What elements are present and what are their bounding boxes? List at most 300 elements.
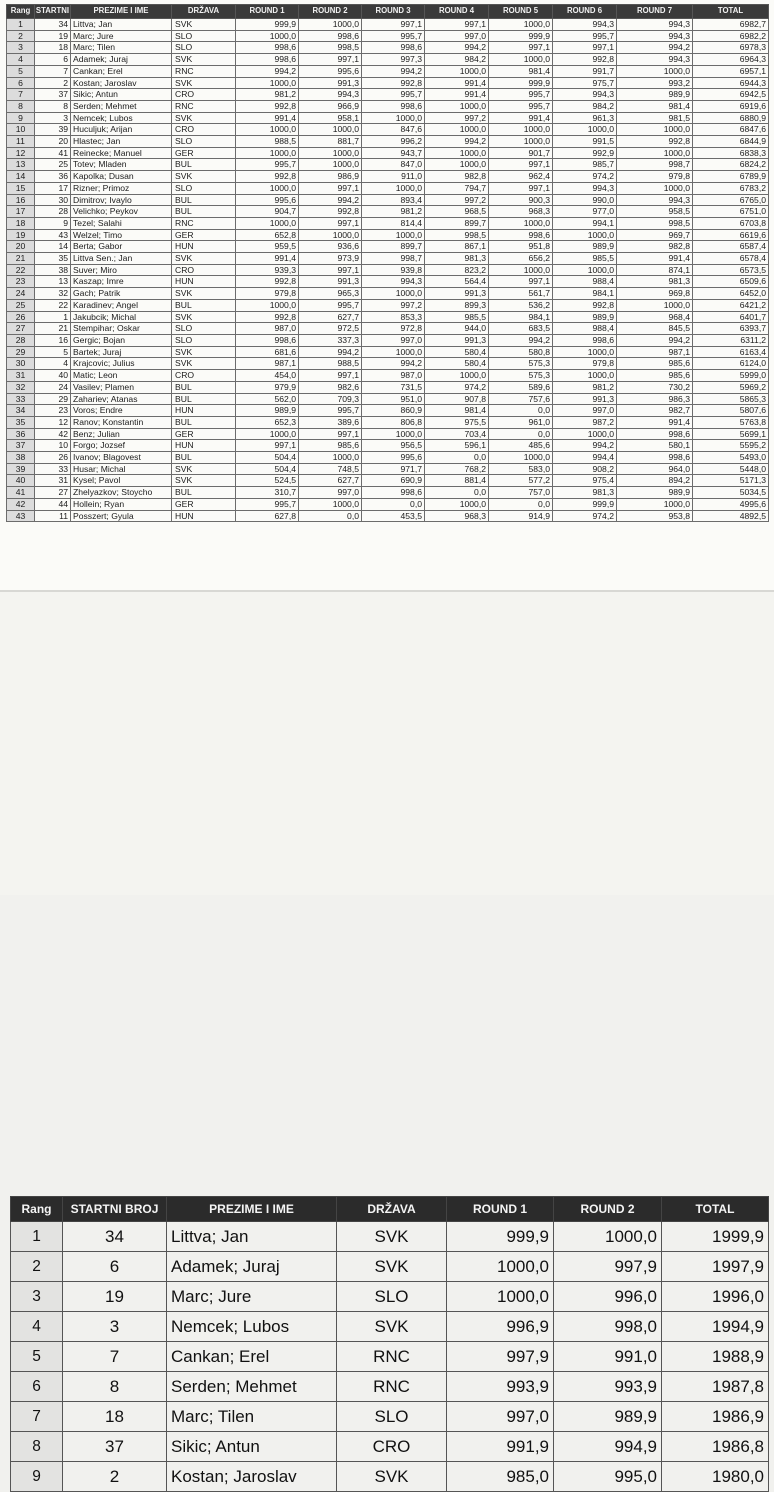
table-row [7, 89, 769, 101]
round-1-cell: 979,9 [236, 381, 299, 393]
round-4-cell: 0,0 [425, 452, 489, 464]
table-row [7, 405, 769, 417]
round-4-cell: 974,2 [425, 381, 489, 393]
round-2-cell: 1000,0 [299, 452, 362, 464]
rank-cell: 19 [7, 229, 35, 241]
round-7-cell: 968,4 [617, 311, 693, 323]
round-3-cell: 998,6 [362, 100, 425, 112]
rank-cell: 12 [7, 147, 35, 159]
round-6-cell: 995,7 [553, 30, 617, 42]
rank-cell: 28 [7, 334, 35, 346]
start-number-cell: 39 [35, 124, 71, 136]
round-6-cell: 985,7 [553, 159, 617, 171]
round-1-cell: 524,5 [236, 475, 299, 487]
round-2-cell: 1000,0 [299, 147, 362, 159]
column-header: ROUND 7 [617, 5, 693, 19]
country-cell: SLO [172, 182, 236, 194]
column-header: DRŽAVA [172, 5, 236, 19]
round-7-cell: 993,2 [617, 77, 693, 89]
start-number-cell: 13 [35, 276, 71, 288]
rank-cell: 8 [11, 1432, 63, 1462]
table-row [7, 253, 769, 265]
round-1-cell: 310,7 [236, 487, 299, 499]
round-3-cell: 814,4 [362, 217, 425, 229]
total-cell: 1996,0 [662, 1282, 769, 1312]
total-cell: 5865,3 [693, 393, 769, 405]
round-4-cell: 899,7 [425, 217, 489, 229]
round-6-cell: 994,3 [553, 89, 617, 101]
start-number-cell: 28 [35, 206, 71, 218]
round-6-cell: 988,4 [553, 323, 617, 335]
name-cell: Kostan; Jaroslav [71, 77, 172, 89]
name-cell: Berta; Gabor [71, 241, 172, 253]
round-1-cell: 996,9 [447, 1312, 554, 1342]
round-2-cell: 994,2 [299, 194, 362, 206]
total-cell: 5595,2 [693, 440, 769, 452]
table-row [11, 1282, 769, 1312]
column-header: ROUND 5 [489, 5, 553, 19]
country-cell: BUL [172, 393, 236, 405]
rank-cell: 6 [11, 1372, 63, 1402]
round-7-cell: 981,4 [617, 100, 693, 112]
country-cell: SVK [172, 346, 236, 358]
country-cell: SVK [172, 288, 236, 300]
start-number-cell: 23 [35, 405, 71, 417]
table-row [7, 194, 769, 206]
rank-cell: 33 [7, 393, 35, 405]
country-cell: CRO [172, 370, 236, 382]
round-7-cell: 992,8 [617, 136, 693, 148]
round-2-cell: 966,9 [299, 100, 362, 112]
start-number-cell: 7 [63, 1342, 167, 1372]
table-row [11, 1432, 769, 1462]
round-2-cell: 627,7 [299, 475, 362, 487]
round-5-cell: 997,1 [489, 276, 553, 288]
round-5-cell: 998,6 [489, 229, 553, 241]
rank-cell: 10 [7, 124, 35, 136]
round-6-cell: 997,0 [553, 405, 617, 417]
round-6-cell: 994,2 [553, 440, 617, 452]
country-cell: SVK [337, 1252, 447, 1282]
round-4-cell: 997,0 [425, 30, 489, 42]
table-row [7, 241, 769, 253]
country-cell: GER [172, 147, 236, 159]
rank-cell: 9 [7, 112, 35, 124]
round-6-cell: 988,4 [553, 276, 617, 288]
round-1-cell: 998,6 [236, 334, 299, 346]
table-row [7, 370, 769, 382]
name-cell: Kysel; Pavol [71, 475, 172, 487]
table-row [7, 416, 769, 428]
round-5-cell: 0,0 [489, 428, 553, 440]
table-row [7, 229, 769, 241]
table-row [7, 452, 769, 464]
name-cell: Karadinev; Angel [71, 299, 172, 311]
rank-cell: 32 [7, 381, 35, 393]
name-cell: Gach; Patrik [71, 288, 172, 300]
name-cell: Nemcek; Lubos [71, 112, 172, 124]
round-3-cell: 1000,0 [362, 229, 425, 241]
total-cell: 6789,9 [693, 171, 769, 183]
round-6-cell: 992,8 [553, 54, 617, 66]
start-number-cell: 3 [63, 1312, 167, 1342]
round-3-cell: 994,2 [362, 358, 425, 370]
round-5-cell: 995,7 [489, 100, 553, 112]
start-number-cell: 6 [35, 54, 71, 66]
total-cell: 6163,4 [693, 346, 769, 358]
round-6-cell: 1000,0 [553, 264, 617, 276]
start-number-cell: 8 [35, 100, 71, 112]
round-5-cell: 589,6 [489, 381, 553, 393]
round-1-cell: 1000,0 [236, 217, 299, 229]
column-header: Rang [7, 5, 35, 19]
table-row [7, 65, 769, 77]
rank-cell: 39 [7, 463, 35, 475]
rank-cell: 25 [7, 299, 35, 311]
name-cell: Benz; Julian [71, 428, 172, 440]
rank-cell: 41 [7, 487, 35, 499]
round-3-cell: 1000,0 [362, 112, 425, 124]
name-cell: Forgo; Jozsef [71, 440, 172, 452]
table-row [7, 346, 769, 358]
start-number-cell: 31 [35, 475, 71, 487]
round-2-cell: 997,1 [299, 370, 362, 382]
round-4-cell: 991,3 [425, 334, 489, 346]
table-row [7, 334, 769, 346]
name-cell: Littva; Jan [167, 1222, 337, 1252]
round-4-cell: 975,5 [425, 416, 489, 428]
round-7-cell: 982,7 [617, 405, 693, 417]
round-4-cell: 564,4 [425, 276, 489, 288]
total-cell: 1999,9 [662, 1222, 769, 1252]
total-cell: 6844,9 [693, 136, 769, 148]
round-3-cell: 1000,0 [362, 182, 425, 194]
name-cell: Tezel; Salahi [71, 217, 172, 229]
round-6-cell: 989,9 [553, 311, 617, 323]
column-header: ROUND 4 [425, 5, 489, 19]
round-1-cell: 995,7 [236, 498, 299, 510]
name-cell: Ivanov; Blagovest [71, 452, 172, 464]
country-cell: BUL [172, 381, 236, 393]
rank-cell: 20 [7, 241, 35, 253]
name-cell: Zhelyazkov; Stoycho [71, 487, 172, 499]
round-6-cell: 1000,0 [553, 346, 617, 358]
round-1-cell: 987,1 [236, 358, 299, 370]
rank-cell: 37 [7, 440, 35, 452]
table-row [11, 1342, 769, 1372]
start-number-cell: 34 [35, 19, 71, 31]
round-5-cell: 1000,0 [489, 136, 553, 148]
start-number-cell: 37 [63, 1432, 167, 1462]
rank-cell: 5 [11, 1342, 63, 1372]
table-row [7, 358, 769, 370]
column-header: DRŽAVA [337, 1197, 447, 1222]
round-3-cell: 847,6 [362, 124, 425, 136]
round-4-cell: 968,5 [425, 206, 489, 218]
total-cell: 6982,2 [693, 30, 769, 42]
country-cell: SVK [172, 77, 236, 89]
start-number-cell: 26 [35, 452, 71, 464]
round-4-cell: 1000,0 [425, 100, 489, 112]
rank-cell: 6 [7, 77, 35, 89]
round-3-cell: 939,8 [362, 264, 425, 276]
round-2-cell: 958,1 [299, 112, 362, 124]
start-number-cell: 2 [35, 77, 71, 89]
round-4-cell: 823,2 [425, 264, 489, 276]
round-3-cell: 893,4 [362, 194, 425, 206]
rank-cell: 1 [7, 19, 35, 31]
total-cell: 1986,9 [662, 1402, 769, 1432]
round-6-cell: 989,9 [553, 241, 617, 253]
round-3-cell: 997,1 [362, 19, 425, 31]
country-cell: HUN [172, 241, 236, 253]
rank-cell: 22 [7, 264, 35, 276]
round-4-cell: 998,5 [425, 229, 489, 241]
round-7-cell: 981,3 [617, 276, 693, 288]
round-1-cell: 959,5 [236, 241, 299, 253]
round-2-cell: 0,0 [299, 510, 362, 522]
country-cell: BUL [172, 452, 236, 464]
rank-cell: 5 [7, 65, 35, 77]
country-cell: CRO [172, 89, 236, 101]
round-6-cell: 1000,0 [553, 428, 617, 440]
round-2-cell: 1000,0 [299, 124, 362, 136]
table-row [7, 323, 769, 335]
round-1-cell: 504,4 [236, 463, 299, 475]
rank-cell: 3 [11, 1282, 63, 1312]
start-number-cell: 30 [35, 194, 71, 206]
round-5-cell: 656,2 [489, 253, 553, 265]
round-6-cell: 961,3 [553, 112, 617, 124]
start-number-cell: 32 [35, 288, 71, 300]
rank-cell: 26 [7, 311, 35, 323]
start-number-cell: 3 [35, 112, 71, 124]
start-number-cell: 24 [35, 381, 71, 393]
round-7-cell: 969,8 [617, 288, 693, 300]
table-row [7, 498, 769, 510]
round-2-cell: 991,0 [554, 1342, 662, 1372]
country-cell: SVK [172, 54, 236, 66]
total-cell: 1987,8 [662, 1372, 769, 1402]
country-cell: RNC [172, 65, 236, 77]
round-1-cell: 997,0 [447, 1402, 554, 1432]
start-number-cell: 34 [63, 1222, 167, 1252]
total-cell: 6311,2 [693, 334, 769, 346]
round-5-cell: 577,2 [489, 475, 553, 487]
round-1-cell: 981,2 [236, 89, 299, 101]
round-5-cell: 575,3 [489, 358, 553, 370]
round-2-cell: 1000,0 [299, 159, 362, 171]
country-cell: BUL [172, 416, 236, 428]
round-3-cell: 731,5 [362, 381, 425, 393]
table-row [7, 381, 769, 393]
round-2-cell: 994,9 [554, 1432, 662, 1462]
round-3-cell: 853,3 [362, 311, 425, 323]
round-1-cell: 904,7 [236, 206, 299, 218]
round-6-cell: 1000,0 [553, 124, 617, 136]
start-number-cell: 6 [63, 1252, 167, 1282]
round-5-cell: 999,9 [489, 77, 553, 89]
start-number-cell: 27 [35, 487, 71, 499]
round-3-cell: 998,6 [362, 42, 425, 54]
round-7-cell: 979,8 [617, 171, 693, 183]
round-3-cell: 847,0 [362, 159, 425, 171]
round-4-cell: 982,8 [425, 171, 489, 183]
total-cell: 6573,5 [693, 264, 769, 276]
table-row [7, 288, 769, 300]
start-number-cell: 43 [35, 229, 71, 241]
total-cell: 4995,6 [693, 498, 769, 510]
round-7-cell: 964,0 [617, 463, 693, 475]
rank-cell: 2 [7, 30, 35, 42]
total-cell: 6982,7 [693, 19, 769, 31]
round-5-cell: 997,1 [489, 42, 553, 54]
country-cell: SLO [172, 42, 236, 54]
total-cell: 6421,2 [693, 299, 769, 311]
round-2-cell: 996,0 [554, 1282, 662, 1312]
country-cell: SLO [172, 334, 236, 346]
round-5-cell: 984,1 [489, 311, 553, 323]
round-7-cell: 730,2 [617, 381, 693, 393]
round-7-cell: 874,1 [617, 264, 693, 276]
round-3-cell: 943,7 [362, 147, 425, 159]
start-number-cell: 9 [35, 217, 71, 229]
round-6-cell: 994,3 [553, 19, 617, 31]
round-2-cell: 991,3 [299, 276, 362, 288]
round-4-cell: 985,5 [425, 311, 489, 323]
total-cell: 1988,9 [662, 1342, 769, 1372]
name-cell: Cankan; Erel [167, 1342, 337, 1372]
total-cell: 6942,5 [693, 89, 769, 101]
round-7-cell: 989,9 [617, 89, 693, 101]
round-1-cell: 627,8 [236, 510, 299, 522]
round-2-cell: 973,9 [299, 253, 362, 265]
column-header: PREZIME I IME [71, 5, 172, 19]
round-5-cell: 981,4 [489, 65, 553, 77]
total-cell: 6703,8 [693, 217, 769, 229]
table-row [11, 1402, 769, 1432]
round-7-cell: 991,4 [617, 416, 693, 428]
round-1-cell: 1000,0 [236, 77, 299, 89]
total-cell: 5807,6 [693, 405, 769, 417]
round-7-cell: 987,1 [617, 346, 693, 358]
column-header: ROUND 2 [554, 1197, 662, 1222]
country-cell: SLO [172, 136, 236, 148]
round-3-cell: 994,2 [362, 65, 425, 77]
round-1-cell: 993,9 [447, 1372, 554, 1402]
name-cell: Matic; Leon [71, 370, 172, 382]
table-row [7, 299, 769, 311]
rank-cell: 21 [7, 253, 35, 265]
round-1-cell: 991,9 [447, 1432, 554, 1462]
round-7-cell: 580,1 [617, 440, 693, 452]
name-cell: Sikic; Antun [71, 89, 172, 101]
round-3-cell: 997,0 [362, 334, 425, 346]
total-cell: 6587,4 [693, 241, 769, 253]
round-7-cell: 994,2 [617, 334, 693, 346]
rank-cell: 4 [7, 54, 35, 66]
name-cell: Serden; Mehmet [71, 100, 172, 112]
round-1-cell: 1000,0 [447, 1282, 554, 1312]
round-7-cell: 1000,0 [617, 498, 693, 510]
round-5-cell: 561,7 [489, 288, 553, 300]
name-cell: Stempihar; Oskar [71, 323, 172, 335]
column-header: ROUND 2 [299, 5, 362, 19]
total-cell: 6509,6 [693, 276, 769, 288]
rank-cell: 2 [11, 1252, 63, 1282]
total-cell: 5493,0 [693, 452, 769, 464]
round-7-cell: 998,6 [617, 428, 693, 440]
country-cell: RNC [337, 1372, 447, 1402]
round-4-cell: 580,4 [425, 358, 489, 370]
name-cell: Vasilev; Plamen [71, 381, 172, 393]
round-5-cell: 583,0 [489, 463, 553, 475]
start-number-cell: 18 [35, 42, 71, 54]
round-4-cell: 0,0 [425, 487, 489, 499]
rank-cell: 29 [7, 346, 35, 358]
total-cell: 4892,5 [693, 510, 769, 522]
start-number-cell: 42 [35, 428, 71, 440]
total-cell: 6957,1 [693, 65, 769, 77]
round-1-cell: 992,8 [236, 276, 299, 288]
round-3-cell: 992,8 [362, 77, 425, 89]
total-cell: 5999,0 [693, 370, 769, 382]
round-5-cell: 485,6 [489, 440, 553, 452]
round-4-cell: 768,2 [425, 463, 489, 475]
start-number-cell: 12 [35, 416, 71, 428]
round-2-cell: 1000,0 [299, 19, 362, 31]
round-4-cell: 899,3 [425, 299, 489, 311]
table-row [7, 124, 769, 136]
column-header: STARTNI BROJ [63, 1197, 167, 1222]
total-cell: 6393,7 [693, 323, 769, 335]
round-5-cell: 683,5 [489, 323, 553, 335]
name-cell: Welzel; Timo [71, 229, 172, 241]
round-7-cell: 1000,0 [617, 65, 693, 77]
round-6-cell: 992,8 [553, 299, 617, 311]
name-cell: Husar; Michal [71, 463, 172, 475]
round-3-cell: 996,2 [362, 136, 425, 148]
round-3-cell: 997,2 [362, 299, 425, 311]
round-3-cell: 994,3 [362, 276, 425, 288]
round-3-cell: 1000,0 [362, 428, 425, 440]
round-2-cell: 997,1 [299, 264, 362, 276]
total-cell: 6847,6 [693, 124, 769, 136]
country-cell: SLO [337, 1282, 447, 1312]
results-sheet-2-rounds [0, 592, 774, 1486]
country-cell: SVK [172, 171, 236, 183]
rank-cell: 24 [7, 288, 35, 300]
column-header: ROUND 3 [362, 5, 425, 19]
column-header: TOTAL [662, 1197, 769, 1222]
name-cell: Bartek; Juraj [71, 346, 172, 358]
round-4-cell: 997,2 [425, 112, 489, 124]
round-1-cell: 989,9 [236, 405, 299, 417]
round-6-cell: 991,5 [553, 136, 617, 148]
round-7-cell: 994,3 [617, 30, 693, 42]
name-cell: Kapolka; Dusan [71, 171, 172, 183]
rank-cell: 17 [7, 206, 35, 218]
round-2-cell: 972,5 [299, 323, 362, 335]
name-cell: Nemcek; Lubos [167, 1312, 337, 1342]
round-2-cell: 993,9 [554, 1372, 662, 1402]
round-4-cell: 881,4 [425, 475, 489, 487]
round-2-cell: 1000,0 [299, 229, 362, 241]
round-1-cell: 998,6 [236, 42, 299, 54]
column-header: ROUND 6 [553, 5, 617, 19]
total-cell: 6783,2 [693, 182, 769, 194]
round-1-cell: 992,8 [236, 311, 299, 323]
